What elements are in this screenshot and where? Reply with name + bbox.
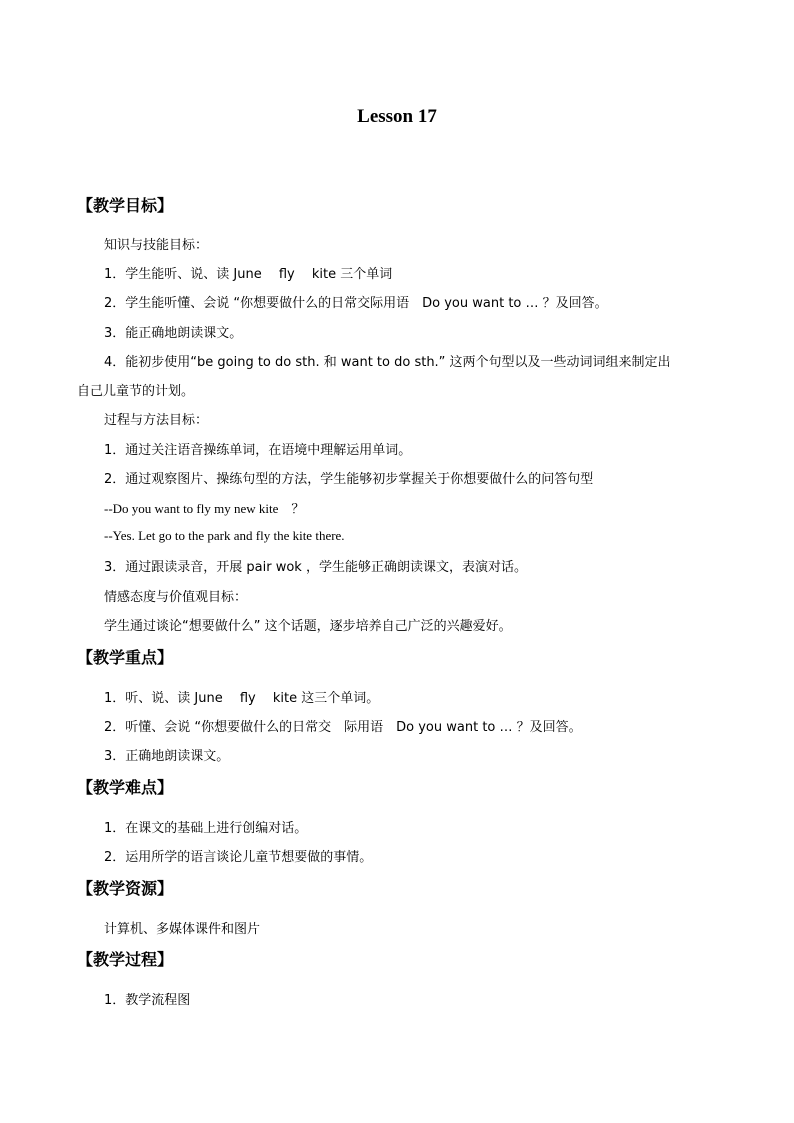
heading-difficulties: 【教学难点】 — [77, 778, 174, 797]
emotion-goal-1: 学生通过谈论“想要做什么” 这个话题，逐步培养自己广泛的兴趣爱好。 — [104, 619, 512, 634]
key-point-2: 2．听懂、会说 “你想要做什么的日常交 际用语 Do you want to … ？及回答。 — [104, 720, 582, 735]
heading-resources: 【教学资源】 — [77, 879, 174, 898]
knowledge-goal-3: 3．能正确地朗读课文。 — [104, 326, 243, 341]
key-point-3: 3．正确地朗读课文。 — [104, 749, 230, 764]
process-goals-label: 过程与方法目标： — [104, 413, 209, 428]
process-step-1: 1．教学流程图 — [104, 993, 191, 1008]
emotion-goals-label: 情感态度与价值观目标： — [104, 590, 248, 605]
heading-key-points: 【教学重点】 — [77, 648, 174, 667]
process-goal-3: 3．通过跟读录音，开展 pair wok ，学生能够正确朗读课文，表演对话。 — [104, 560, 527, 575]
knowledge-goals-label: 知识与技能目标： — [104, 238, 209, 253]
knowledge-goal-1: 1．学生能听、说、读 June fly kite 三个单词 — [104, 267, 393, 282]
key-point-1: 1．听、说、读 June fly kite 这三个单词。 — [104, 691, 380, 706]
difficulty-2: 2．运用所学的语言谈论儿童节想要做的事情。 — [104, 850, 373, 865]
heading-teaching-process: 【教学过程】 — [77, 950, 174, 969]
knowledge-goal-4: 4．能初步使用“be going to do sth. 和 want to do sth.” 这两个句型以及一些动词词组来制定出 — [104, 355, 671, 370]
page-title: Lesson 17 — [357, 106, 437, 127]
process-goal-2: 2．通过观察图片、操练句型的方法，学生能够初步掌握关于你想要做什么的问答句型 — [104, 472, 594, 487]
knowledge-goal-4-cont: 自己儿童节的计划。 — [77, 384, 195, 399]
difficulty-1: 1．在课文的基础上进行创编对话。 — [104, 821, 308, 836]
dialogue-question: --Do you want to fly my new kite ？ — [104, 501, 305, 516]
knowledge-goal-2: 2．学生能听懂、会说 “你想要做什么的日常交际用语 Do you want to … ？及回答。 — [104, 296, 608, 311]
process-goal-1: 1．通过关注语音操练单词，在语境中理解运用单词。 — [104, 443, 412, 458]
dialogue-answer: --Yes. Let go to the park and fly the kite there. — [104, 528, 345, 543]
resource-1: 计算机、多媒体课件和图片 — [104, 922, 261, 937]
heading-teaching-goals: 【教学目标】 — [77, 196, 174, 215]
